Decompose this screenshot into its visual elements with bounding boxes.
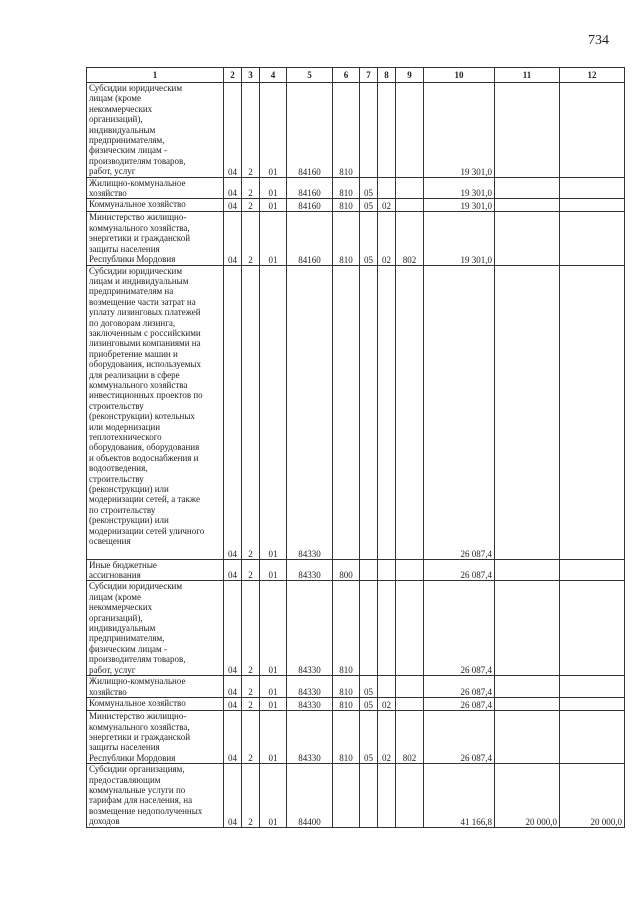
cell-col-10: 26 087,4 xyxy=(424,676,495,698)
table-row xyxy=(87,199,625,212)
cell-col-10: 26 087,4 xyxy=(424,581,495,676)
header-row xyxy=(87,68,625,83)
cell-col-11 xyxy=(495,711,560,764)
cell-col-12: 20 000,0 xyxy=(560,764,625,827)
cell-col-10: 19 301,0 xyxy=(424,83,495,178)
cell-col-7: 05 xyxy=(360,711,378,764)
table-row xyxy=(87,581,625,676)
cell-col-6: 810 xyxy=(333,698,360,711)
cell-col-12 xyxy=(560,177,625,199)
cell-col-12 xyxy=(560,199,625,212)
cell-col-7: 05 xyxy=(360,676,378,698)
cell-col-6: 810 xyxy=(333,177,360,199)
cell-col-10: 26 087,4 xyxy=(424,265,495,559)
cell-col-8: 02 xyxy=(378,698,396,711)
cell-col-8: 02 xyxy=(378,711,396,764)
cell-col-8 xyxy=(378,177,396,199)
cell-col-3: 2 xyxy=(242,764,260,827)
cell-col-10: 19 301,0 xyxy=(424,177,495,199)
cell-col-9 xyxy=(396,265,424,559)
column-header-10: 10 xyxy=(424,68,495,83)
cell-col-8 xyxy=(378,559,396,581)
cell-col-8: 02 xyxy=(378,212,396,265)
cell-col-3: 2 xyxy=(242,698,260,711)
cell-col-6 xyxy=(333,265,360,559)
table-row xyxy=(87,559,625,581)
cell-col-12 xyxy=(560,698,625,711)
cell-col-9: 802 xyxy=(396,711,424,764)
cell-col-4: 01 xyxy=(260,676,287,698)
column-header-8: 8 xyxy=(378,68,396,83)
cell-col-8: 02 xyxy=(378,199,396,212)
cell-col-2: 04 xyxy=(224,199,242,212)
cell-col-6: 800 xyxy=(333,559,360,581)
cell-col-11 xyxy=(495,199,560,212)
cell-col-9 xyxy=(396,581,424,676)
row-description: Субсидии юридическим лицам (кроме некоммерческих организаций), индивидуальным предпринимателям, физическим лицам - производителям товаров, работ, услуг xyxy=(87,581,224,676)
cell-col-3: 2 xyxy=(242,559,260,581)
cell-col-10: 19 301,0 xyxy=(424,212,495,265)
cell-col-3: 2 xyxy=(242,83,260,178)
cell-col-5: 84330 xyxy=(287,559,333,581)
cell-col-3: 2 xyxy=(242,177,260,199)
cell-col-7: 05 xyxy=(360,177,378,199)
cell-col-10: 26 087,4 xyxy=(424,698,495,711)
table-row xyxy=(87,177,625,199)
cell-col-5: 84330 xyxy=(287,265,333,559)
cell-col-11 xyxy=(495,698,560,711)
row-description: Субсидии юридическим лицам (кроме некоммерческих организаций), индивидуальным предпринимателям, физическим лицам - производителям товаров, работ, услуг xyxy=(87,83,224,178)
cell-col-6 xyxy=(333,764,360,827)
cell-col-7 xyxy=(360,581,378,676)
cell-col-11 xyxy=(495,83,560,178)
row-description: Субсидии организациям, предоставляющим коммунальные услуги по тарифам для населения, на возмещение недополученных доходов xyxy=(87,764,224,827)
cell-col-7 xyxy=(360,265,378,559)
cell-col-2: 04 xyxy=(224,711,242,764)
table-row xyxy=(87,212,625,265)
cell-col-10: 41 166,8 xyxy=(424,764,495,827)
column-header-2: 2 xyxy=(224,68,242,83)
cell-col-12 xyxy=(560,265,625,559)
row-description: Субсидии юридическим лицам и индивидуальным предпринимателям на возмещение части затрат на уплату лизинговых платежей по договорам лизинга, заключенным с российскими лизинговыми компаниями на приобретение машин и оборудования, используемых для реализации в сфере коммунального хозяйства инвестиционных проектов по строительству (реконструкции) котельных или модернизации теплотехнического оборудования, оборудования и объектов водоснабжения и водоотведения, строительству (реконструкции) или модернизации сетей, а также по строительству (реконструкции) или модернизации сетей уличного освещения xyxy=(87,265,224,559)
cell-col-4: 01 xyxy=(260,199,287,212)
cell-col-6: 810 xyxy=(333,212,360,265)
cell-col-2: 04 xyxy=(224,676,242,698)
cell-col-8 xyxy=(378,265,396,559)
cell-col-5: 84330 xyxy=(287,676,333,698)
column-header-7: 7 xyxy=(360,68,378,83)
row-description: Жилищно-коммунальное хозяйство xyxy=(87,177,224,199)
cell-col-5: 84160 xyxy=(287,212,333,265)
cell-col-6: 810 xyxy=(333,581,360,676)
cell-col-9 xyxy=(396,177,424,199)
cell-col-10: 26 087,4 xyxy=(424,559,495,581)
cell-col-7: 05 xyxy=(360,199,378,212)
table-row xyxy=(87,711,625,764)
cell-col-2: 04 xyxy=(224,265,242,559)
cell-col-12 xyxy=(560,212,625,265)
cell-col-2: 04 xyxy=(224,698,242,711)
cell-col-7: 05 xyxy=(360,698,378,711)
cell-col-9 xyxy=(396,83,424,178)
cell-col-12 xyxy=(560,676,625,698)
cell-col-10: 26 087,4 xyxy=(424,711,495,764)
cell-col-7: 05 xyxy=(360,212,378,265)
cell-col-11: 20 000,0 xyxy=(495,764,560,827)
cell-col-2: 04 xyxy=(224,177,242,199)
cell-col-11 xyxy=(495,265,560,559)
cell-col-4: 01 xyxy=(260,177,287,199)
cell-col-2: 04 xyxy=(224,212,242,265)
cell-col-5: 84330 xyxy=(287,711,333,764)
row-description: Коммунальное хозяйство xyxy=(87,199,224,212)
cell-col-12 xyxy=(560,83,625,178)
cell-col-5: 84400 xyxy=(287,764,333,827)
cell-col-8 xyxy=(378,676,396,698)
cell-col-4: 01 xyxy=(260,581,287,676)
cell-col-9: 802 xyxy=(396,212,424,265)
cell-col-4: 01 xyxy=(260,559,287,581)
column-header-9: 9 xyxy=(396,68,424,83)
cell-col-4: 01 xyxy=(260,212,287,265)
cell-col-12 xyxy=(560,711,625,764)
cell-col-3: 2 xyxy=(242,711,260,764)
column-header-1: 1 xyxy=(87,68,224,83)
row-description: Министерство жилищно- коммунального хозяйства, энергетики и гражданской защиты населения Республики Мордовия xyxy=(87,212,224,265)
cell-col-3: 2 xyxy=(242,676,260,698)
cell-col-6: 810 xyxy=(333,711,360,764)
cell-col-7 xyxy=(360,83,378,178)
cell-col-6: 810 xyxy=(333,676,360,698)
cell-col-4: 01 xyxy=(260,764,287,827)
cell-col-2: 04 xyxy=(224,581,242,676)
table-body xyxy=(87,83,625,828)
row-description: Жилищно-коммунальное хозяйство xyxy=(87,676,224,698)
row-description: Министерство жилищно- коммунального хозяйства, энергетики и гражданской защиты населения Республики Мордовия xyxy=(87,711,224,764)
cell-col-5: 84330 xyxy=(287,698,333,711)
table-row xyxy=(87,265,625,559)
cell-col-7 xyxy=(360,764,378,827)
column-header-6: 6 xyxy=(333,68,360,83)
cell-col-12 xyxy=(560,581,625,676)
cell-col-12 xyxy=(560,559,625,581)
cell-col-3: 2 xyxy=(242,265,260,559)
cell-col-9 xyxy=(396,559,424,581)
column-header-12: 12 xyxy=(560,68,625,83)
page-number: 734 xyxy=(588,33,609,48)
column-header-3: 3 xyxy=(242,68,260,83)
cell-col-8 xyxy=(378,581,396,676)
table-row xyxy=(87,83,625,178)
row-description: Иные бюджетные ассигнования xyxy=(87,559,224,581)
cell-col-10: 19 301,0 xyxy=(424,199,495,212)
column-header-11: 11 xyxy=(495,68,560,83)
table-row xyxy=(87,676,625,698)
cell-col-6: 810 xyxy=(333,199,360,212)
cell-col-4: 01 xyxy=(260,711,287,764)
cell-col-3: 2 xyxy=(242,581,260,676)
column-header-4: 4 xyxy=(260,68,287,83)
cell-col-8 xyxy=(378,764,396,827)
cell-col-2: 04 xyxy=(224,764,242,827)
row-description: Коммунальное хозяйство xyxy=(87,698,224,711)
cell-col-11 xyxy=(495,559,560,581)
cell-col-3: 2 xyxy=(242,212,260,265)
cell-col-11 xyxy=(495,676,560,698)
column-header-5: 5 xyxy=(287,68,333,83)
cell-col-8 xyxy=(378,83,396,178)
cell-col-9 xyxy=(396,698,424,711)
cell-col-5: 84160 xyxy=(287,177,333,199)
cell-col-7 xyxy=(360,559,378,581)
cell-col-11 xyxy=(495,212,560,265)
cell-col-5: 84160 xyxy=(287,199,333,212)
budget-table xyxy=(86,67,625,828)
table-row xyxy=(87,764,625,827)
cell-col-6: 810 xyxy=(333,83,360,178)
cell-col-2: 04 xyxy=(224,559,242,581)
cell-col-9 xyxy=(396,676,424,698)
cell-col-3: 2 xyxy=(242,199,260,212)
table-row xyxy=(87,698,625,711)
cell-col-4: 01 xyxy=(260,698,287,711)
cell-col-5: 84160 xyxy=(287,83,333,178)
cell-col-5: 84330 xyxy=(287,581,333,676)
cell-col-11 xyxy=(495,581,560,676)
cell-col-4: 01 xyxy=(260,265,287,559)
cell-col-9 xyxy=(396,764,424,827)
cell-col-2: 04 xyxy=(224,83,242,178)
cell-col-9 xyxy=(396,199,424,212)
cell-col-11 xyxy=(495,177,560,199)
cell-col-4: 01 xyxy=(260,83,287,178)
